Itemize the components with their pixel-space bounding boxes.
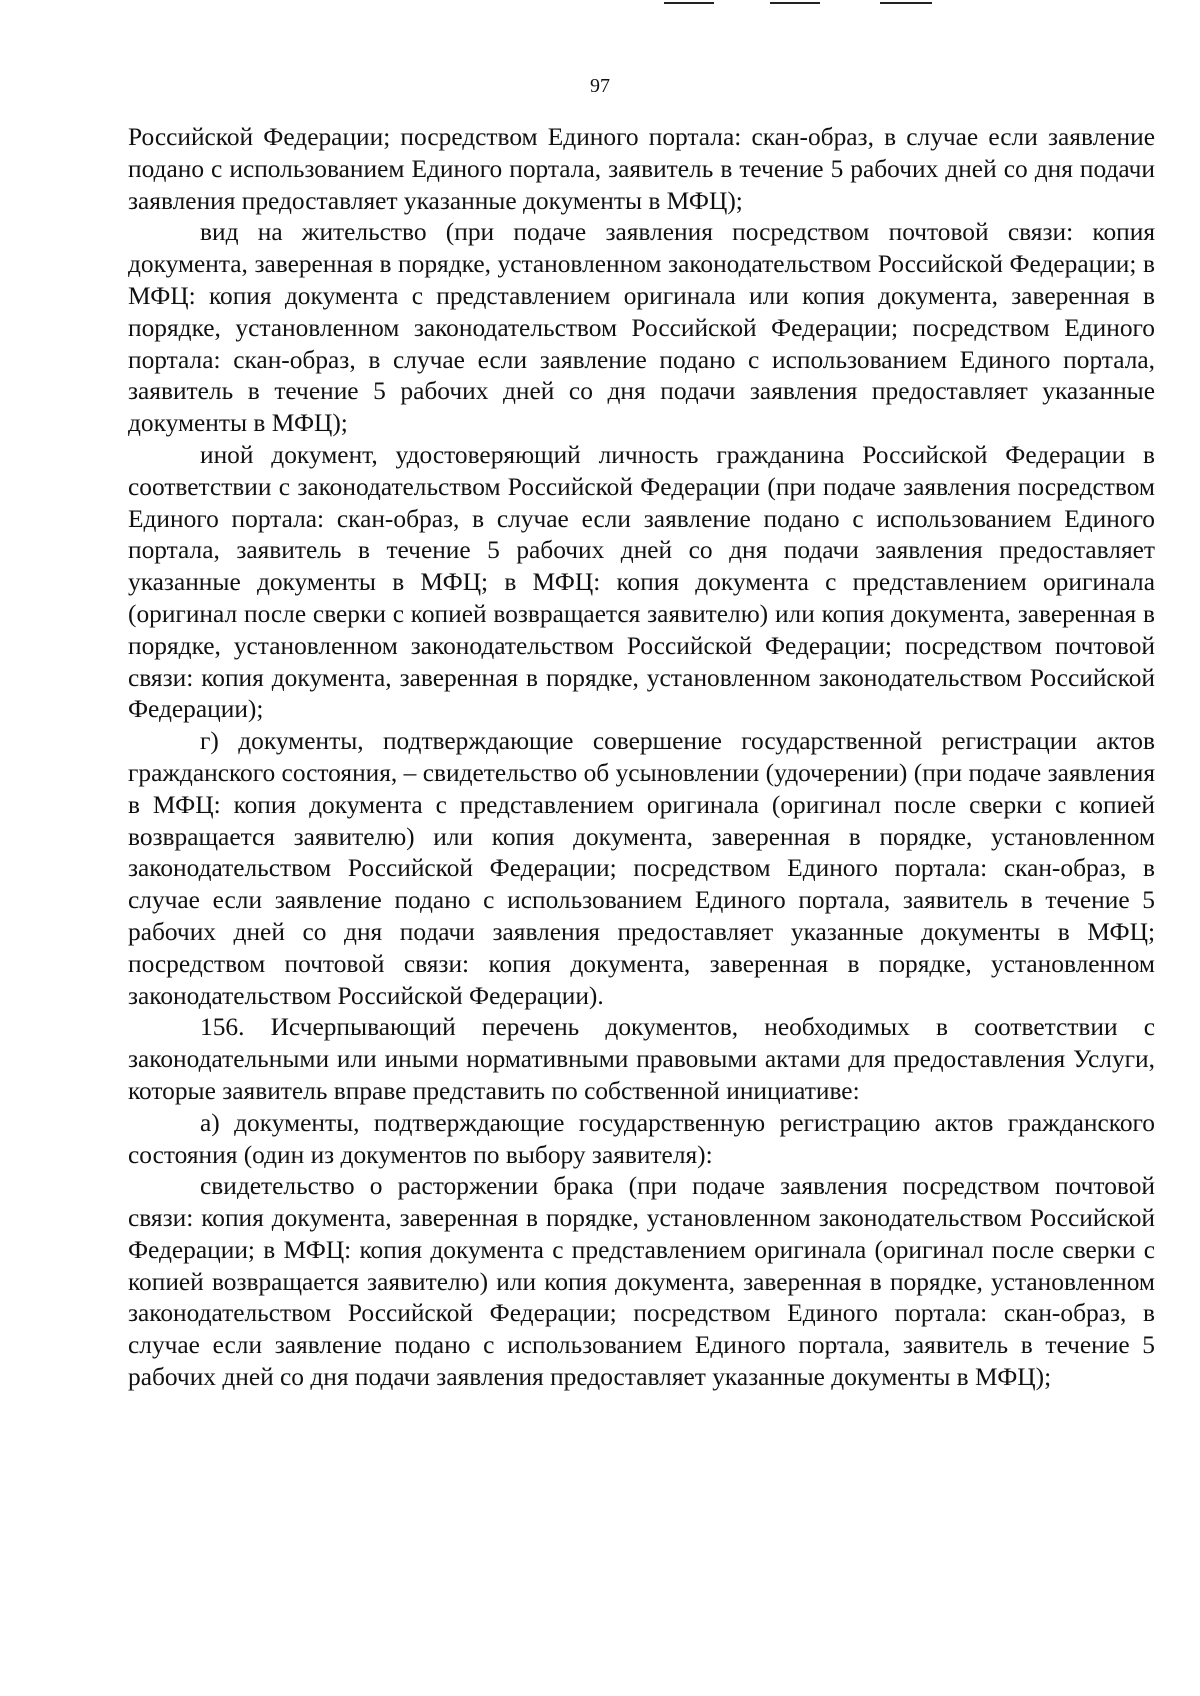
- top-rule-mark: [770, 2, 820, 4]
- paragraph-divorce-certificate: свидетельство о расторжении брака (при подаче заявления посредством почтовой связи: копия документа, заверенная в порядке, установленном законодательством Российской Федерации; в МФЦ: копия документа с представлением оригинала (оригинал после сверки с копией возвращается заявителю) или копия документа, заверенная в порядке, установленном законодательством Российской Федерации; посредством Единого портала: скан-образ, в случае если заявление подано с использованием Единого портала, заявитель в течение 5 рабочих дней со дня подачи заявления предоставляет указанные документы в МФЦ);: [128, 1172, 1155, 1392]
- page-number: 97: [590, 75, 610, 97]
- top-rule-mark: [664, 2, 714, 4]
- document-body: [128, 122, 1155, 1394]
- paragraph-clause-156: 156. Исчерпывающий перечень документов, необходимых в соответствии с законодательными или иными нормативными правовыми актами для предоставления Услуги, которые заявитель вправе представить по собственной инициативе:: [128, 1013, 1155, 1105]
- paragraph-item-g-adoption-certificate: г) документы, подтверждающие совершение государственной регистрации актов гражданского состояния, – свидетельство об усыновлении (удочерении) (при подаче заявления в МФЦ: копия документа с представлением оригинала (оригинал после сверки с копией возвращается заявителю) или копия документа, заверенная в порядке, установленном законодательством Российской Федерации; посредством Единого портала: скан-образ, в случае если заявление подано с использованием Единого портала, заявитель в течение 5 рабочих дней со дня подачи заявления предоставляет указанные документы в МФЦ; посредством почтовой связи: копия документа, заверенная в порядке, установленном законодательством Российской Федерации).: [128, 727, 1155, 1010]
- top-border-marks: [0, 0, 1200, 10]
- paragraph-item-a-civil-registration: а) документы, подтверждающие государственную регистрацию актов гражданского состояния (один из документов по выбору заявителя):: [128, 1108, 1155, 1169]
- paragraph-continuation: Российской Федерации; посредством Единого портала: скан-образ, в случае если заявление подано с использованием Единого портала, заявитель в течение 5 рабочих дней со дня подачи заявления предоставляет указанные документы в МФЦ);: [128, 123, 1155, 215]
- paragraph-residence-permit: вид на жительство (при подаче заявления посредством почтовой связи: копия документа, заверенная в порядке, установленном законодательством Российской Федерации; в МФЦ: копия документа с представлением оригинала или копия документа, заверенная в порядке, установленном законодательством Российской Федерации; посредством Единого портала: скан-образ, в случае если заявление подано с использованием Единого портала, заявитель в течение 5 рабочих дней со дня подачи заявления предоставляет указанные документы в МФЦ);: [128, 218, 1155, 438]
- paragraph-other-identity-document: иной документ, удостоверяющий личность гражданина Российской Федерации в соответствии с законодательством Российской Федерации (при подаче заявления посредством Единого портала: скан-образ, в случае если заявление подано с использованием Единого портала, заявитель в течение 5 рабочих дней со дня подачи заявления предоставляет указанные документы в МФЦ; в МФЦ: копия документа с представлением оригинала (оригинал после сверки с копией возвращается заявителю) или копия документа, заверенная в порядке, установленном законодательством Российской Федерации; посредством почтовой связи: копия документа, заверенная в порядке, установленном законодательством Российской Федерации);: [128, 440, 1155, 724]
- top-rule-mark: [880, 2, 932, 4]
